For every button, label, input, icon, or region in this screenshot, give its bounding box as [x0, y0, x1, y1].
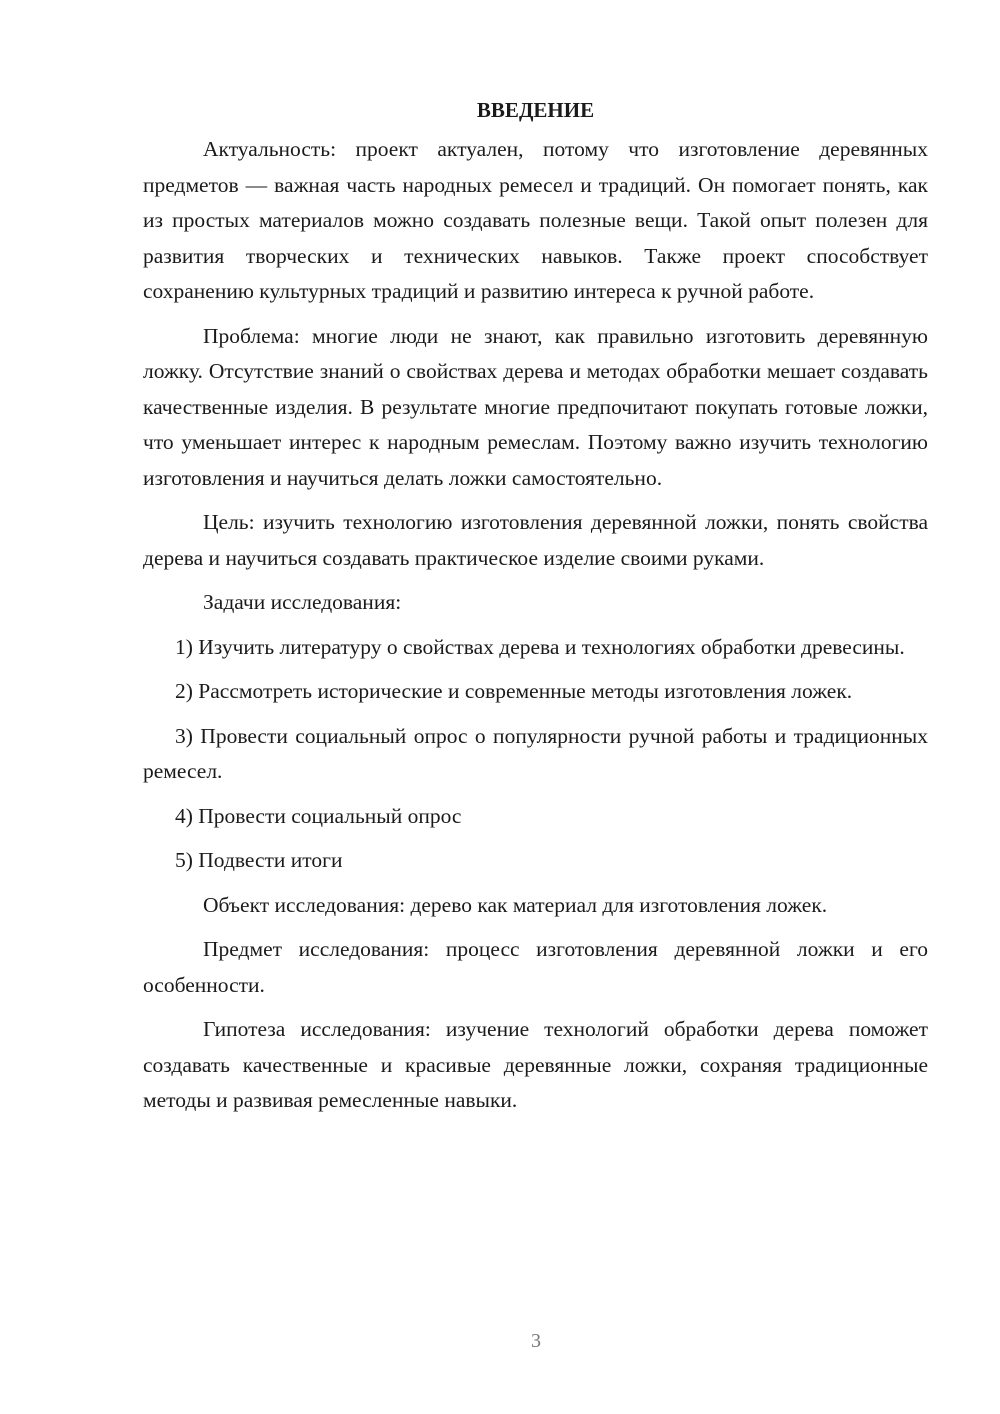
problem-paragraph: Проблема: многие люди не знают, как правильно изготовить деревянную ложку. Отсутствие знаний о свойствах дерева и методах обработки мешает создавать качественные изделия. В результате многие предпочитают покупать готовые ложки, что уменьшает интерес к народным ремеслам. Поэтому важно изучить технологию изготовления и научиться делать ложки самостоятельно.	[143, 323, 928, 490]
page-number: 3	[531, 1330, 541, 1352]
relevance-paragraph: Актуальность: проект актуален, потому что изготовление деревянных предметов — важная часть народных ремесел и традиций. Он помогает понять, как из простых материалов можно создавать полезные вещи. Такой опыт полезен для развития творческих и технических навыков. Также проект способствует сохранению культурных традиций и развитию интереса к ручной работе.	[143, 137, 928, 303]
page-content	[143, 92, 928, 1119]
subject-paragraph: Предмет исследования: процесс изготовления деревянной ложки и его особенности.	[143, 937, 928, 997]
goal-paragraph: Цель: изучить технологию изготовления деревянной ложки, понять свойства дерева и научиться создавать практическое изделие своими руками.	[143, 510, 928, 570]
object-paragraph: Объект исследования: дерево как материал для изготовления ложек.	[203, 892, 828, 917]
task-item-1: 1) Изучить литературу о свойствах дерева и технологиях обработки древесины.	[175, 634, 905, 659]
tasks-heading: Задачи исследования:	[203, 590, 402, 614]
task-item-5: 5) Подвести итоги	[175, 848, 343, 872]
task-item-4: 4) Провести социальный опрос	[175, 803, 462, 828]
task-item-2: 2) Рассмотреть исторические и современные методы изготовления ложек.	[175, 679, 853, 703]
task-item-3: 3) Провести социальный опрос о популярности ручной работы и традиционных ремесел.	[143, 723, 928, 783]
hypothesis-paragraph: Гипотеза исследования: изучение технологий обработки дерева поможет создавать качественные и красивые деревянные ложки, сохраняя традиционные методы и развивая ремесленные навыки.	[143, 1017, 928, 1112]
section-title: ВВЕДЕНИЕ	[476, 98, 595, 122]
